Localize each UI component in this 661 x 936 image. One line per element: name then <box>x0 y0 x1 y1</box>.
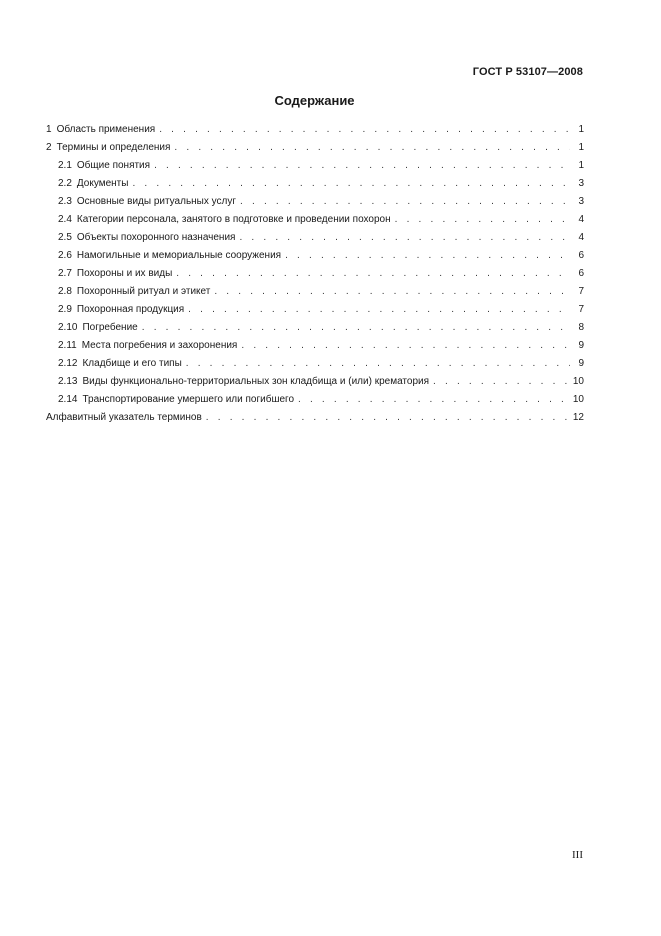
toc-entry[interactable] <box>46 193 584 211</box>
toc-entry-number: 2.13 <box>58 376 78 387</box>
toc-entry[interactable] <box>46 157 584 175</box>
table-of-contents <box>46 121 584 427</box>
toc-entry-number: 2.12 <box>58 358 78 369</box>
toc-entry-page: 7 <box>578 304 584 315</box>
toc-entry[interactable] <box>46 337 584 355</box>
toc-entry[interactable] <box>46 301 584 319</box>
toc-entry-number: 2.8 <box>58 286 72 297</box>
toc-leader-dots <box>206 409 569 427</box>
toc-entry-title: Кладбище и его типы <box>82 358 182 369</box>
toc-entry[interactable] <box>46 229 584 247</box>
toc-leader-dots <box>298 391 569 409</box>
toc-entry-page: 1 <box>578 124 584 135</box>
toc-entry-number: 2.6 <box>58 250 72 261</box>
toc-leader-dots <box>214 283 570 301</box>
toc-entry-page: 7 <box>578 286 584 297</box>
toc-entry[interactable] <box>46 391 584 409</box>
toc-entry-title: Основные виды ритуальных услуг <box>76 196 237 207</box>
toc-entry-number: 2.11 <box>58 340 77 351</box>
toc-entry[interactable] <box>46 265 584 283</box>
toc-entry-title: Алфавитный указатель терминов <box>46 412 202 423</box>
toc-entry-page: 8 <box>578 322 584 333</box>
toc-entry-title: Область применения <box>56 124 156 135</box>
toc-entry-page: 3 <box>578 196 584 207</box>
toc-entry-number: 2 <box>46 142 52 153</box>
toc-entry-title: Документы <box>76 178 129 189</box>
toc-entry-title: Намогильные и мемориальные сооружения <box>76 250 282 261</box>
toc-entry[interactable] <box>46 319 584 337</box>
toc-entry[interactable] <box>46 283 584 301</box>
toc-entry-page: 10 <box>572 376 584 387</box>
toc-entry-page: 1 <box>578 142 584 153</box>
toc-leader-dots <box>433 373 569 391</box>
toc-entry-page: 6 <box>578 268 584 279</box>
toc-entry-title: Общие понятия <box>76 160 151 171</box>
toc-entry-number: 1 <box>46 124 52 135</box>
toc-leader-dots <box>186 355 570 373</box>
toc-entry-number: 2.4 <box>58 214 72 225</box>
toc-entry-number: 2.14 <box>58 394 78 405</box>
toc-entry[interactable] <box>46 247 584 265</box>
toc-entry-page: 10 <box>572 394 584 405</box>
toc-entry-page: 4 <box>578 214 584 225</box>
toc-leader-dots <box>285 247 570 265</box>
toc-entry-page: 3 <box>578 178 584 189</box>
toc-leader-dots <box>239 229 570 247</box>
page-number: III <box>572 849 583 861</box>
toc-leader-dots <box>188 301 570 319</box>
toc-entry[interactable] <box>46 409 584 427</box>
toc-entry-number: 2.1 <box>58 160 72 171</box>
toc-entry-number: 2.9 <box>58 304 72 315</box>
toc-entry[interactable] <box>46 175 584 193</box>
toc-entry-page: 9 <box>578 340 584 351</box>
toc-leader-dots <box>241 337 570 355</box>
toc-entry[interactable] <box>46 355 584 373</box>
toc-entry-page: 6 <box>578 250 584 261</box>
toc-entry[interactable] <box>46 121 584 139</box>
toc-leader-dots <box>395 211 570 229</box>
toc-entry-number: 2.5 <box>58 232 72 243</box>
toc-entry[interactable] <box>46 373 584 391</box>
toc-entry-title: Транспортирование умершего или погибшего <box>82 394 295 405</box>
toc-entry-title: Погребение <box>82 322 138 333</box>
toc-leader-dots <box>132 175 570 193</box>
toc-entry-title: Места погребения и захоронения <box>81 340 238 351</box>
toc-leader-dots <box>159 121 570 139</box>
toc-entry-title: Виды функционально-территориальных зон кладбища и (или) крематория <box>82 376 430 387</box>
page-title: Содержание <box>274 93 355 108</box>
toc-entry-title: Термины и определения <box>56 142 171 153</box>
toc-entry-number: 2.3 <box>58 196 72 207</box>
toc-entry-page: 12 <box>572 412 584 423</box>
toc-entry-title: Похороны и их виды <box>76 268 173 279</box>
toc-leader-dots <box>154 157 570 175</box>
toc-entry-title: Категории персонала, занятого в подготовке и проведении похорон <box>76 214 391 225</box>
toc-leader-dots <box>176 265 570 283</box>
toc-entry-title: Объекты похоронного назначения <box>76 232 236 243</box>
toc-entry-number: 2.2 <box>58 178 72 189</box>
toc-entry[interactable] <box>46 139 584 157</box>
toc-entry-title: Похоронная продукция <box>76 304 185 315</box>
toc-leader-dots <box>142 319 570 337</box>
toc-entry[interactable] <box>46 211 584 229</box>
document-code: ГОСТ Р 53107—2008 <box>472 66 583 78</box>
toc-entry-page: 4 <box>578 232 584 243</box>
toc-entry-page: 1 <box>578 160 584 171</box>
toc-leader-dots <box>240 193 570 211</box>
toc-entry-number: 2.7 <box>58 268 72 279</box>
toc-leader-dots <box>174 139 570 157</box>
toc-entry-title: Похоронный ритуал и этикет <box>76 286 211 297</box>
toc-entry-page: 9 <box>578 358 584 369</box>
toc-entry-number: 2.10 <box>58 322 78 333</box>
